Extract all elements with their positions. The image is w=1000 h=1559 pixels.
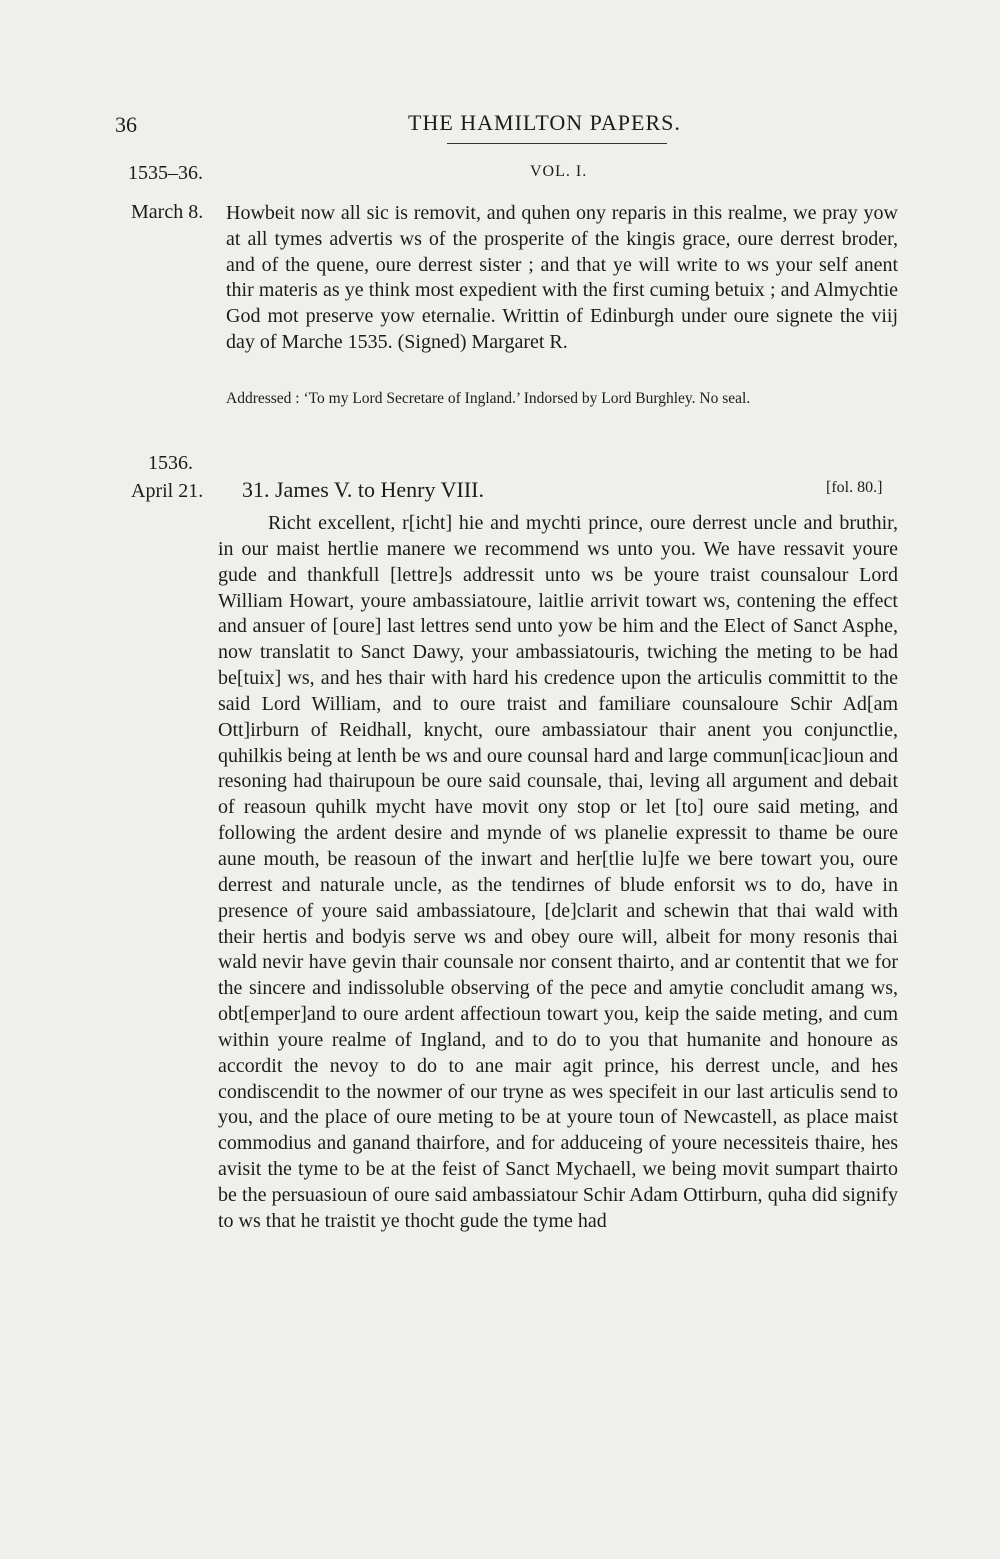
- running-title: THE HAMILTON PAPERS.: [408, 110, 681, 135]
- folio-reference: [fol. 80.]: [826, 479, 883, 496]
- letter-text: Howbeit now all sic is removit, and quhen ony reparis in this realme, we pray yow at all tymes advertis ws of the prosperite of the kingis grace, oure derrest broder, and of the quene, oure derrest sister ; and that ye will write to ws your self anent thir materis as ye think most expedient with the first cuming betuix ; and Almychtie God mot preserve yow eternalie. Writtin of Edinburgh under oure signete the viij day of Marche 1535. (Signed) Margaret R.: [226, 202, 898, 353]
- letter-body: [218, 511, 898, 1235]
- page-number: 36: [115, 112, 137, 137]
- endorsement-note: Addressed : ‘To my Lord Secretare of Ingland.’ Indorsed by Lord Burghley. No seal.: [226, 390, 751, 407]
- date-margin: March 8.: [131, 201, 204, 223]
- volume-label: VOL. I.: [530, 163, 588, 180]
- date-margin: April 21.: [131, 480, 204, 502]
- letter-title: 31. James V. to Henry VIII.: [242, 477, 484, 502]
- year-heading: 1535–36.: [128, 162, 203, 184]
- header-rule: [447, 143, 667, 144]
- year-heading: 1536.: [148, 452, 193, 474]
- letter-body-text: Richt excellent, r[icht] hie and mychti prince, oure derrest uncle and bruthir, in our maist hertlie manere we recommend ws unto you. We have ressavit youre gude and thankfull [lettre]s addressit unto ws be youre traist counsalour Lord William Howart, youre ambassiatoure, laitlie arrivit towart ws, contening the effect and ansuer of [oure] last lettres send unto yow be him and the Elect of Sanct Asphe, now translatit to Sanct Dawy, your ambassiatouris, twiching the meting to be had be[tuix] ws, and hes thair with hard his credence upon the articulis committit to the said Lord William, and to oure traist and familiare counsaloure Schir Ad[am Ott]irburn of Reidhall, knycht, oure ambassiatour thair anent you conjunctlie, quhilkis being at lenth be ws and oure counsal hard and large commun[icac]ioun and resoning had thairupoun be oure said counsale, thai, leving all argument and debait of reasoun quhilk mycht have movit ony stop or let [to] oure said meting, and following the ardent desire and mynde of ws planelie expressit to thame be oure aune mouth, be reasoun of the inwart and her[tlie lu]fe we bere towart you, oure derrest and naturale uncle, as the tendirnes of blude enforsit ws to do, have in presence of youre said ambassiatoure, [de]clarit and schewin that thai wald with their hertis and bodyis serve ws and obey oure will, albeit for mony resonis thai wald nevir have gevin thair counsale nor consent thairto, and ar contentit that we for the sincere and indissoluble observing of the pece and amytie concludit amang ws, obt[emper]and to oure ardent affectioun towart you, keip the saide meting, and cum within youre realme of Ingland, and to do to you that humanite and honoure as accordit the nevoy to do to ane mair agit prince, his derrest uncle, and hes condiscendit to the nowmer of our tryne as wes specifeit in our last articulis send to you, and the place of oure meting to be at youre toun of Newcastell, as place maist commodius and ganand thairfore, and for adduceing of youre necessiteis thaire, hes avisit the tyme to be at the feist of Sanct Mychaell, we being movit sumpart thairto be the persuasioun of oure said ambassiatour Schir Adam Ottirburn, quha did signify to ws that he traistit ye thocht gude the tyme had: [218, 512, 898, 1232]
